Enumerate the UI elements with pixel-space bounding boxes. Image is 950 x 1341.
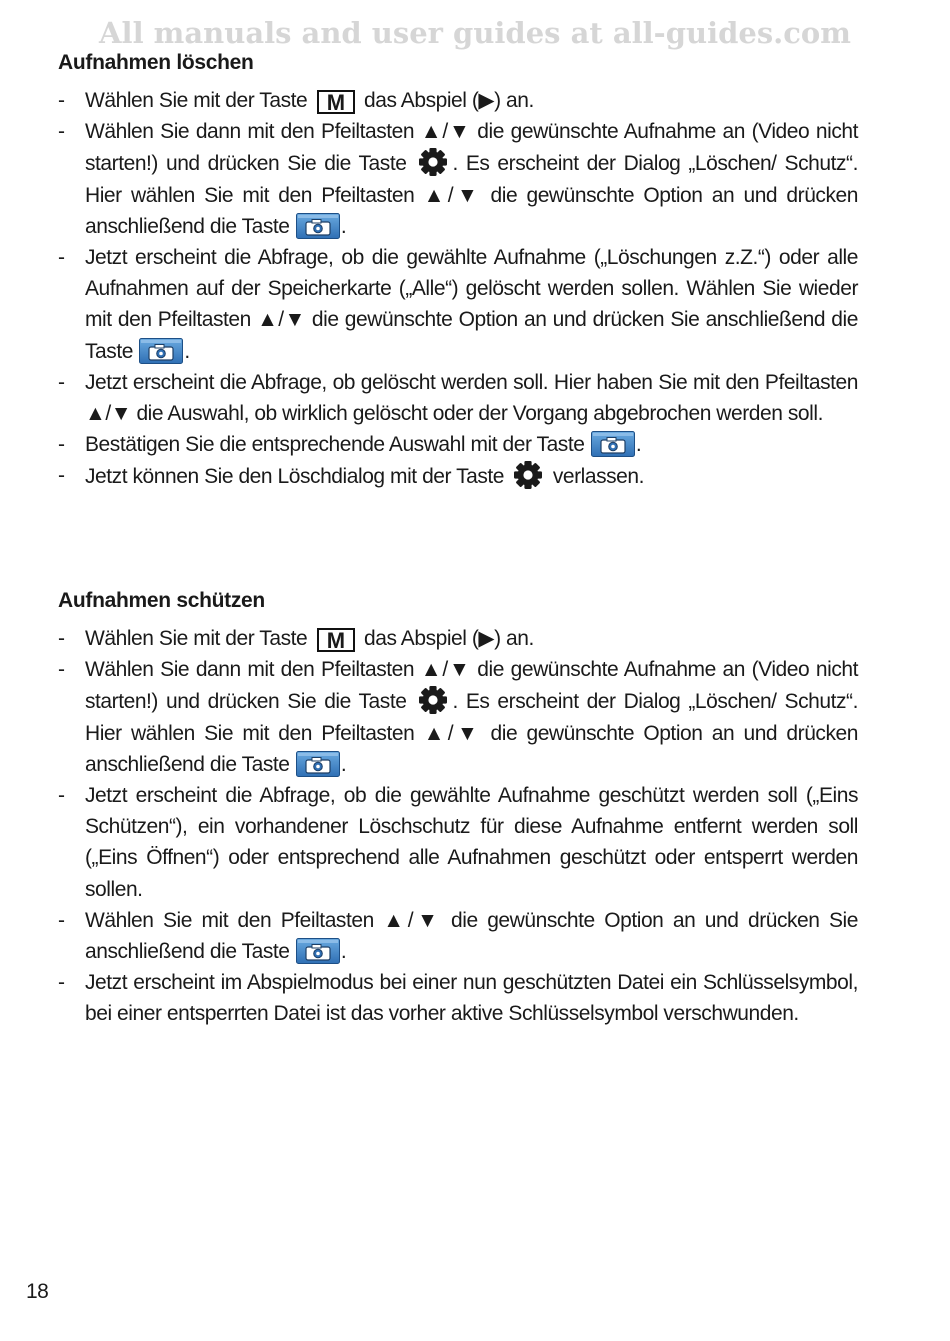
camera-icon [591,431,635,457]
protect-section [58,586,858,1030]
list-item: - Wählen Sie mit den Pfeiltasten ▲/▼ die gewünschte Option an und drücken Sie anschließend die Taste . [58,905,858,967]
list-item: - Jetzt erscheint die Abfrage, ob gelöscht werden soll. Hier haben Sie mit den Pfeiltasten ▲/▼ die Auswahl, ob wirklich gelöscht oder der Vorgang abgebrochen werden soll. [58,367,858,429]
camera-icon [139,338,183,364]
delete-steps-list [58,85,858,493]
protect-section-title: Aufnahmen schützen [58,589,265,612]
camera-icon [296,751,340,777]
mode-key-icon: M [317,628,355,652]
list-item: - Bestätigen Sie die entsprechende Auswahl mit der Taste . [58,429,858,460]
mode-key-icon: M [317,90,355,114]
list-item: - Wählen Sie dann mit den Pfeiltasten ▲/▼ die gewünschte Aufnahme an (Video nicht starten!) und drücken Sie die Taste . Es erscheint der Dialog „Löschen/ Schutz“. Hier wählen Sie mit den Pfeiltasten ▲/▼ die gewünschte Option an und drücken anschließend die Taste . [58,116,858,242]
list-item: - Wählen Sie dann mit den Pfeiltasten ▲/▼ die gewünschte Aufnahme an (Video nicht starten!) und drücken Sie die Taste . Es erscheint der Dialog „Löschen/ Schutz“. Hier wählen Sie mit den Pfeiltasten ▲/▼ die gewünschte Option an und drücken anschließend die Taste . [58,654,858,780]
gear-icon [417,685,449,715]
delete-section-title: Aufnahmen löschen [58,51,254,74]
protect-steps-list [58,623,858,1030]
page-number: 18 [26,1280,49,1303]
list-item: - Jetzt erscheint die Abfrage, ob die gewählte Aufnahme geschützt werden soll („Eins Schützen“), ein vorhandener Löschschutz für diese Aufnahme entfernt werden soll („Eins Öffnen“) oder entsprechend alle Aufnahmen geschützt oder entsperrt werden sollen. [58,780,858,905]
list-item: - Jetzt können Sie den Löschdialog mit der Taste verlassen. [58,460,858,492]
watermark: All manuals and user guides at all-guides.com [99,16,851,50]
list-item: - Jetzt erscheint die Abfrage, ob die gewählte Aufnahme („Löschungen z.Z.“) oder alle Aufnahmen auf der Speicherkarte („Alle“) gelöscht werden sollen. Wählen Sie wieder mit den Pfeiltasten ▲/▼ die gewünschte Option an und drücken Sie anschließend die Taste . [58,242,858,367]
list-item: - Wählen Sie mit der Taste M das Abspiel (▶) an. [58,85,858,116]
gear-icon [417,147,449,177]
list-item: - Wählen Sie mit der Taste M das Abspiel (▶) an. [58,623,858,654]
camera-icon [296,938,340,964]
delete-section [58,48,858,493]
gear-icon [512,460,544,490]
list-item: - Jetzt erscheint im Abspielmodus bei einer nun geschützten Datei ein Schlüsselsymbol, bei einer entsperrten Datei ist das vorher aktive Schlüsselsymbol verschwunden. [58,967,858,1029]
camera-icon [296,213,340,239]
